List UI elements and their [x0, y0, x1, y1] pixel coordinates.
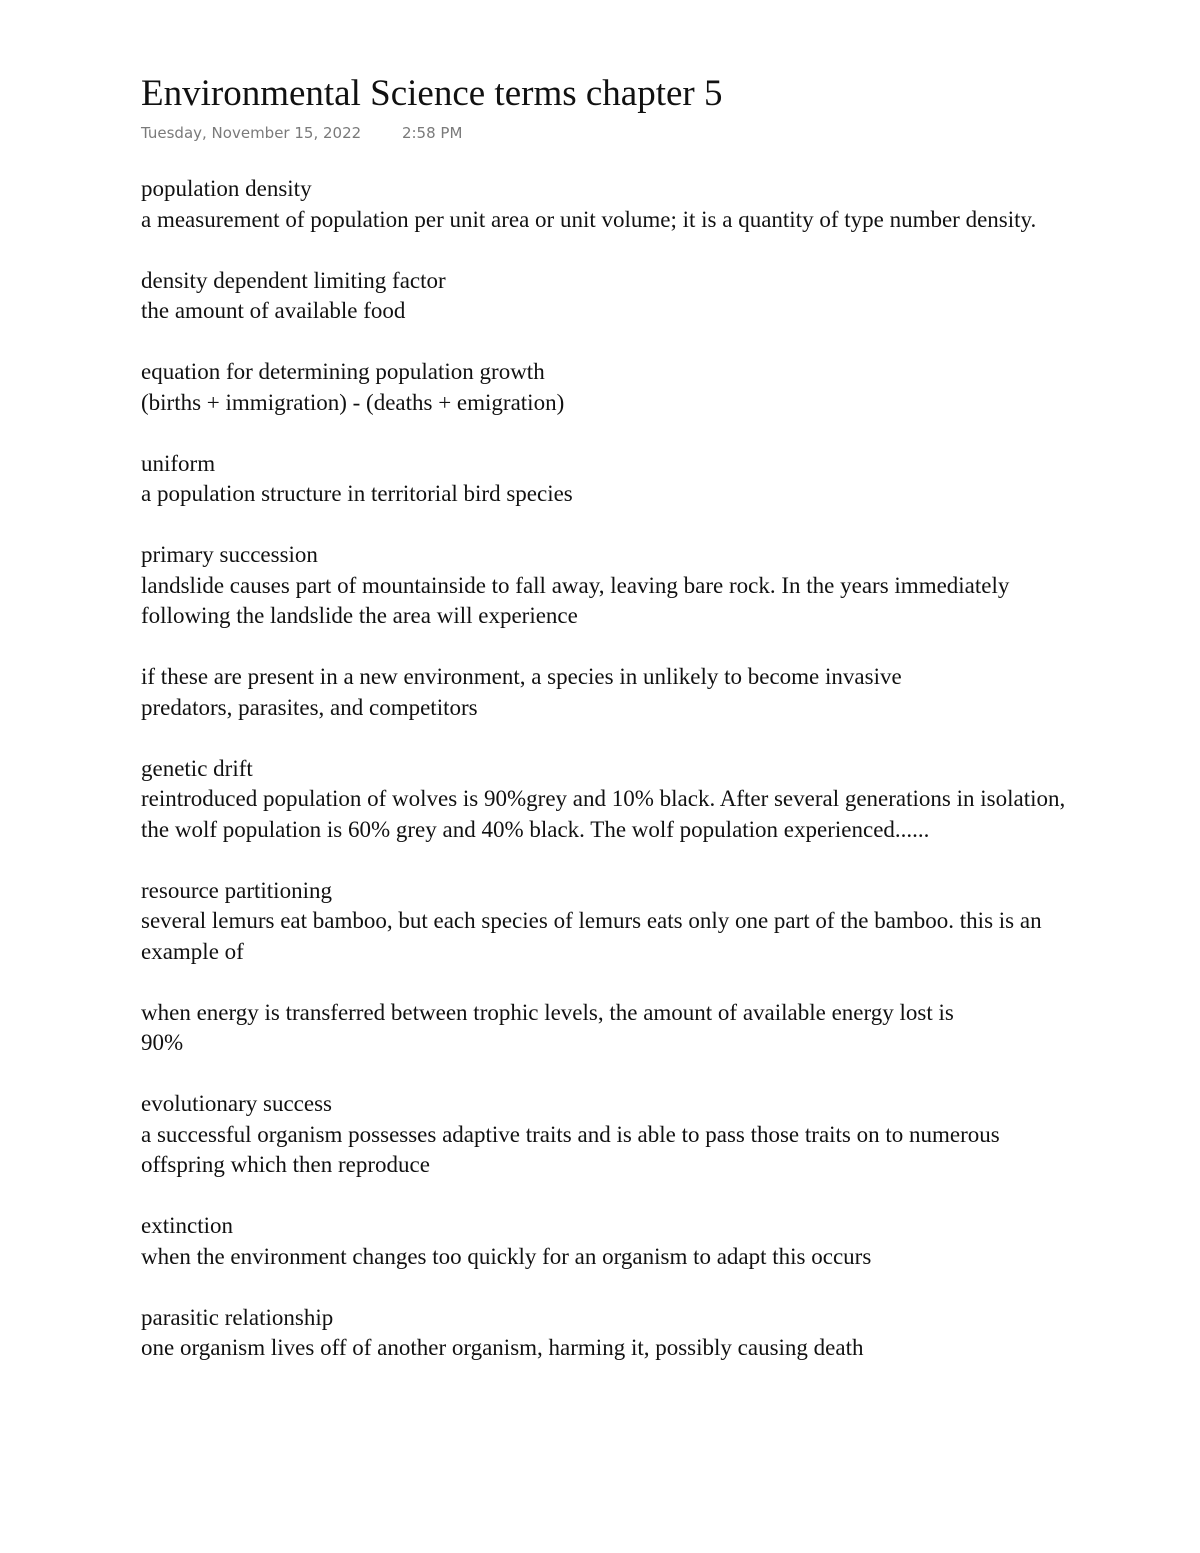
- term-entry: [141, 449, 1071, 510]
- term: parasitic relationship: [141, 1304, 334, 1330]
- term: if these are present in a new environment, a species in unlikely to become invasive: [141, 664, 902, 689]
- term: density dependent limiting factor: [141, 267, 446, 293]
- note-time: 2:58 PM: [401, 124, 463, 142]
- definition: several lemurs eat bamboo, but each species of lemurs eats only one part of the bamboo. this is an example of: [141, 908, 1042, 964]
- definition: one organism lives off of another organism, harming it, possibly causing death: [141, 1335, 864, 1360]
- term-entry: [141, 998, 1071, 1059]
- definition: a successful organism possesses adaptive traits and is able to pass those traits on to numerous offspring which then reproduce: [141, 1121, 1000, 1177]
- term-entry: [141, 754, 1071, 846]
- definition: (births + immigration) - (deaths + emigration): [141, 389, 565, 415]
- note-page: [141, 70, 1071, 1394]
- definition: landslide causes part of mountainside to fall away, leaving bare rock. In the years immediately following the landslide the area will experience: [141, 572, 1010, 628]
- term: evolutionary success: [141, 1091, 332, 1116]
- term-entry: [141, 1303, 1071, 1364]
- term-entry: [141, 662, 1071, 723]
- term-entry: [141, 357, 1071, 418]
- term: uniform: [141, 450, 216, 476]
- term: equation for determining population growth: [141, 359, 545, 384]
- definition: reintroduced population of wolves is 90%grey and 10% black. After several generations in isolation, the wolf population is 60% grey and 40% black. The wolf population experienced......: [141, 786, 1066, 842]
- term-entry: [141, 1089, 1071, 1181]
- term: genetic drift: [141, 755, 253, 781]
- definition: a measurement of population per unit area or unit volume; it is a quantity of type number density.: [141, 206, 1037, 232]
- definition: when the environment changes too quickly for an organism to adapt this occurs: [141, 1243, 872, 1269]
- term: resource partitioning: [141, 877, 332, 903]
- definition: the amount of available food: [141, 298, 406, 323]
- definition: predators, parasites, and competitors: [141, 694, 478, 720]
- definition: 90%: [141, 1030, 184, 1055]
- term-entry: [141, 174, 1071, 235]
- term: extinction: [141, 1213, 233, 1238]
- note-timestamp: [141, 120, 1071, 146]
- term: primary succession: [141, 542, 318, 567]
- term-entry: [141, 266, 1071, 327]
- term: when energy is transferred between trophic levels, the amount of available energy lost is: [141, 999, 954, 1025]
- page-title[interactable]: Environmental Science terms chapter 5: [141, 73, 723, 114]
- note-body[interactable]: [141, 174, 1071, 1364]
- definition: a population structure in territorial bird species: [141, 481, 573, 506]
- term: population density: [141, 176, 312, 201]
- term-entry: [141, 1211, 1071, 1272]
- note-date: Tuesday, November 15, 2022: [141, 124, 362, 142]
- term-entry: [141, 876, 1071, 968]
- term-entry: [141, 540, 1071, 632]
